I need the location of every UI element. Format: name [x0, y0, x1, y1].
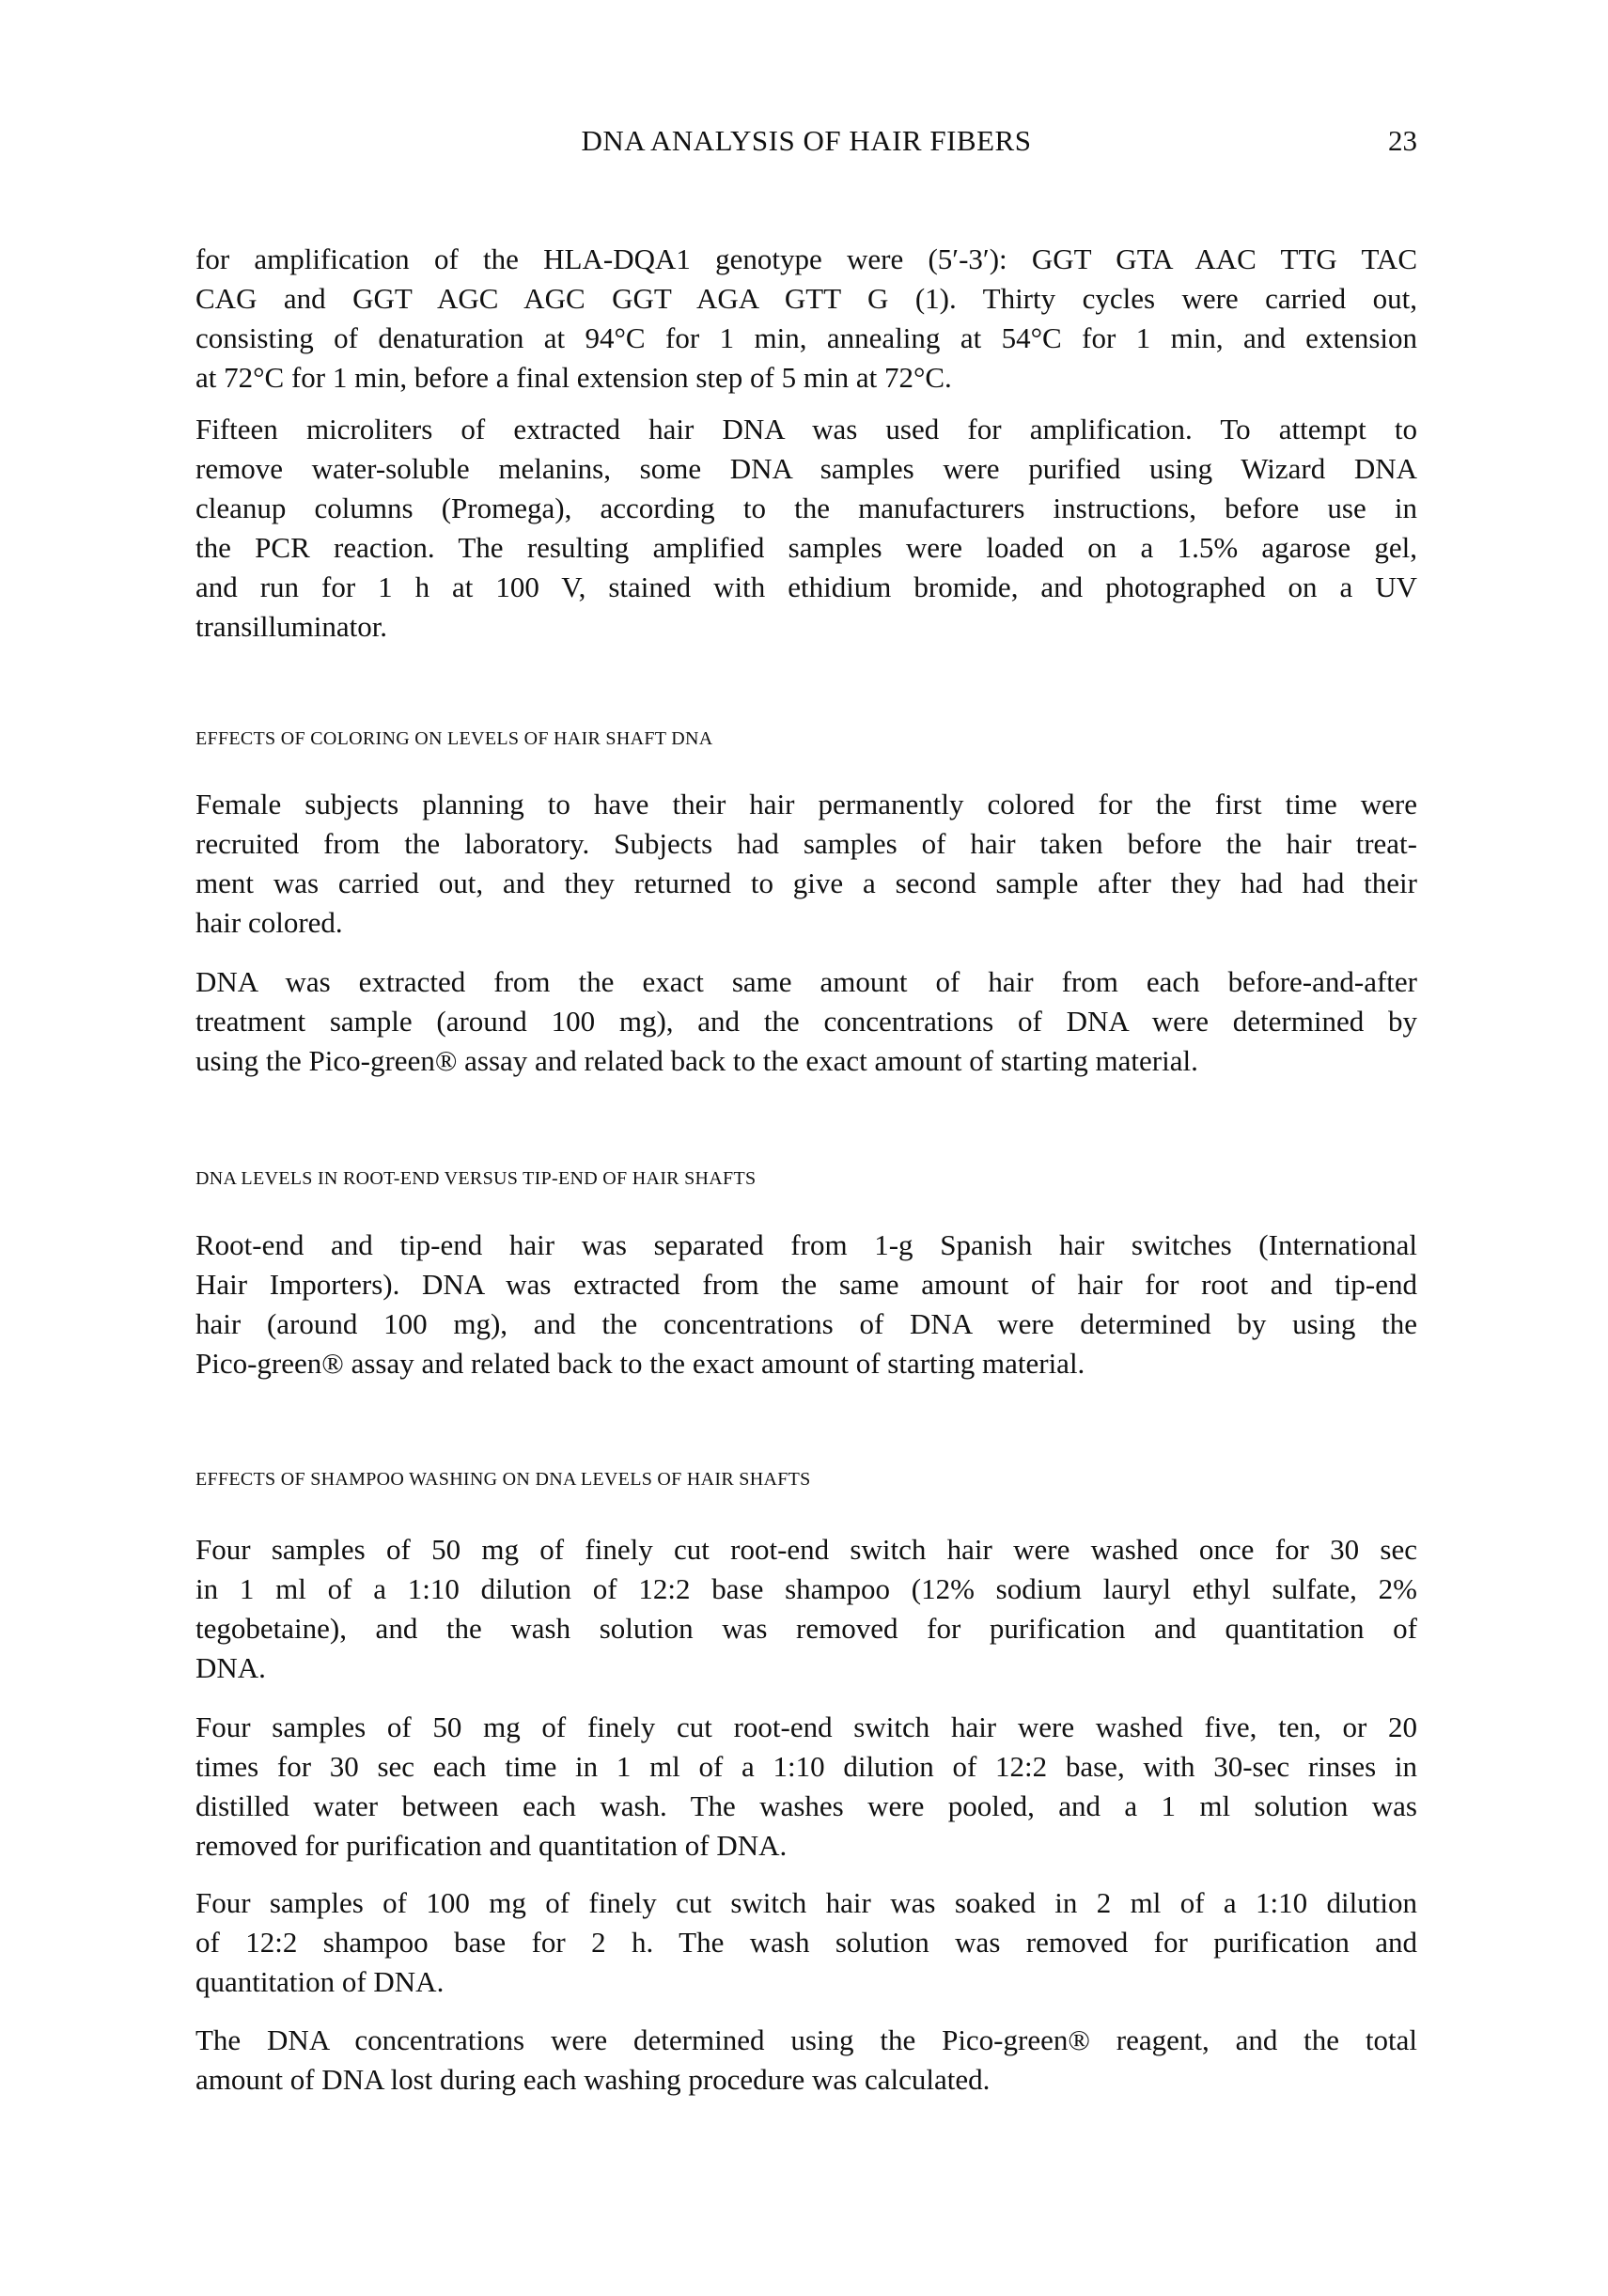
text-line: tegobetaine), and the wash solution was removed for purification and quantitation of — [195, 1612, 1417, 1645]
text-line: at 72°C for 1 min, before a final extension step of 5 min at 72°C. — [195, 361, 952, 394]
paragraph-multiple-washes — [195, 1708, 1417, 1866]
heading-coloring-effects: EFFECTS OF COLORING ON LEVELS OF HAIR SHAFT DNA — [195, 728, 713, 749]
text-line: DNA. — [195, 1651, 266, 1684]
text-line: CAG and GGT AGC AGC GGT AGA GTT G (1). Thirty cycles were carried out, — [195, 282, 1417, 315]
text-line: transilluminator. — [195, 610, 388, 643]
text-line: treatment sample (around 100 mg), and the concentrations of DNA were determined by — [195, 1005, 1417, 1038]
text-line: Four samples of 50 mg of finely cut root-end switch hair were washed once for 30 sec — [195, 1533, 1417, 1566]
text-line: DNA was extracted from the exact same amount of hair from each before-and-after — [195, 965, 1417, 998]
text-line: Fifteen microliters of extracted hair DNA was used for amplification. To attempt to — [195, 413, 1417, 445]
text-line: recruited from the laboratory. Subjects had samples of hair taken before the hair treat- — [195, 827, 1417, 860]
paragraph-soak — [195, 1883, 1417, 2002]
paragraph-amplification — [195, 410, 1417, 647]
text-line: Hair Importers). DNA was extracted from the same amount of hair for root and tip-end — [195, 1268, 1417, 1301]
text-line: amount of DNA lost during each washing procedure was calculated. — [195, 2063, 991, 2096]
paragraph-pcr-conditions — [195, 240, 1417, 398]
paragraph-dna-concentrations — [195, 2021, 1417, 2100]
heading-shampoo-washing: EFFECTS OF SHAMPOO WASHING ON DNA LEVELS OF HAIR SHAFTS — [195, 1469, 811, 1490]
paragraph-root-vs-tip — [195, 1226, 1417, 1383]
paragraph-coloring-subjects — [195, 785, 1417, 943]
paragraph-single-wash — [195, 1530, 1417, 1688]
text-line: in 1 ml of a 1:10 dilution of 12:2 base shampoo (12% sodium lauryl ethyl sulfate, 2% — [195, 1572, 1417, 1605]
page-number: 23 — [1388, 124, 1417, 157]
text-line: Root-end and tip-end hair was separated from 1-g Spanish hair switches (International — [195, 1228, 1417, 1261]
text-line: removed for purification and quantitation of DNA. — [195, 1829, 788, 1862]
text-line: using the Pico-green® assay and related back to the exact amount of starting material. — [195, 1044, 1198, 1077]
text-line: Four samples of 100 mg of finely cut switch hair was soaked in 2 ml of a 1:10 dilution — [195, 1886, 1417, 1919]
running-header — [195, 124, 1417, 162]
text-line: of 12:2 shampoo base for 2 h. The wash solution was removed for purification and — [195, 1926, 1417, 1959]
running-title: DNA ANALYSIS OF HAIR FIBERS — [581, 124, 1032, 157]
text-line: The DNA concentrations were determined using the Pico-green® reagent, and the total — [195, 2023, 1417, 2056]
text-line: Female subjects planning to have their hair permanently colored for the first time were — [195, 788, 1417, 820]
text-line: hair (around 100 mg), and the concentrations of DNA were determined by using the — [195, 1307, 1417, 1340]
text-line: Pico-green® assay and related back to the exact amount of starting material. — [195, 1347, 1085, 1380]
text-line: times for 30 sec each time in 1 ml of a 1:10 dilution of 12:2 base, with 30-sec rinses in — [195, 1750, 1417, 1783]
text-line: hair colored. — [195, 906, 343, 939]
text-line: remove water-soluble melanins, some DNA samples were purified using Wizard DNA — [195, 452, 1417, 485]
text-line: cleanup columns (Promega), according to the manufacturers instructions, before use in — [195, 492, 1417, 524]
text-line: and run for 1 h at 100 V, stained with ethidium bromide, and photographed on a UV — [195, 570, 1417, 603]
heading-root-vs-tip: DNA LEVELS IN ROOT-END VERSUS TIP-END OF HAIR SHAFTS — [195, 1168, 757, 1189]
text-line: for amplification of the HLA-DQA1 genotype were (5′-3′): GGT GTA AAC TTG TAC — [195, 242, 1417, 275]
text-line: ment was carried out, and they returned to give a second sample after they had had their — [195, 867, 1417, 899]
text-line: distilled water between each wash. The washes were pooled, and a 1 ml solution was — [195, 1789, 1417, 1822]
paragraph-coloring-extraction — [195, 962, 1417, 1081]
text-line: Four samples of 50 mg of finely cut root-end switch hair were washed five, ten, or 20 — [195, 1710, 1417, 1743]
text-line: the PCR reaction. The resulting amplified samples were loaded on a 1.5% agarose gel, — [195, 531, 1417, 564]
text-line: quantitation of DNA. — [195, 1965, 445, 1998]
text-line: consisting of denaturation at 94°C for 1 min, annealing at 54°C for 1 min, and extension — [195, 321, 1417, 354]
